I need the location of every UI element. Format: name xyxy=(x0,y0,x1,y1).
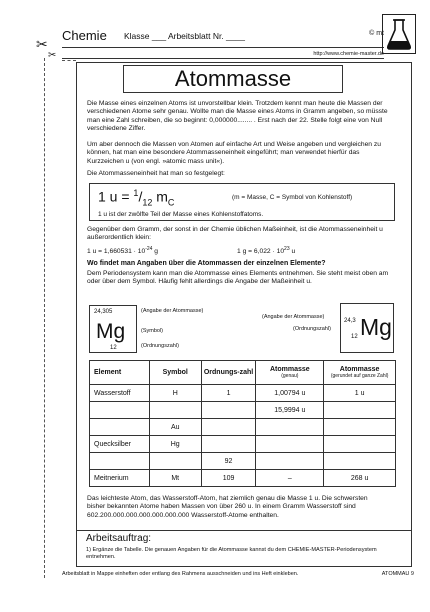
col-header: Atommasse (genau) xyxy=(256,361,324,385)
subject-label: Chemie xyxy=(62,28,107,43)
table-row: Wasserstoff H 1 1,00794 u 1 u xyxy=(90,385,396,402)
task-heading: Arbeitsauftrag: xyxy=(86,533,152,544)
scissors-icon-corner: ✂ xyxy=(48,50,57,61)
mass-label-left: (Angabe der Atommasse) xyxy=(141,308,204,314)
col-header: Element xyxy=(90,361,150,385)
intro-paragraph: Die Masse eines einzelnen Atoms ist unvorstellbar klein. Trotzdem kennt man heute die Massen der verschiedenen Atome sehr genau. Wollte man die Masse eines Atoms in Gramm angeben, so müsste man eine Zahl schreiben, die so beginnt: 0,000000........ . Erst nach der 22. Stelle folgt eine von Null verschiedene Ziffer. xyxy=(87,100,388,132)
mg-element-box-right: 24,3 Mg 12 xyxy=(340,303,394,353)
table-row: 15,9994 u xyxy=(90,402,396,419)
col-header: Symbol xyxy=(149,361,201,385)
table-row: Meitnerium Mt 109 – 268 u xyxy=(90,470,396,487)
footer-instructions: Arbeitsblatt in Mappe einheften oder entlang des Rahmens ausschneiden und ins Heft einkleben. xyxy=(62,571,299,577)
formula: 1 $u = ^1/_{12}$ $m_C$ xyxy=(98,188,175,208)
worksheet-title: Atommasse xyxy=(123,65,343,93)
conversion-equations: 1 $u = 1,660531 \cdot 10^{-24}$ g 1 $g = 6,022 \cdot 10^{23}$ u xyxy=(87,246,296,256)
header-line-bottom xyxy=(62,58,384,59)
formula-box xyxy=(89,183,395,221)
flask-icon xyxy=(382,14,416,54)
z-label-right: (Ordnungszahl) xyxy=(293,326,331,332)
formula-note: (m = Masse, C = Symbol von Kohlenstoff) xyxy=(232,194,353,201)
definition-heading: Die Atommasseneinheit hat man so festgelegt: xyxy=(87,170,225,177)
header-line xyxy=(62,47,384,48)
element-table xyxy=(89,360,396,487)
answer-paragraph: Dem Periodensystem kann man die Atommasse eines Elements entnehmen. Sie steht meist oben am oder über dem Symbol. Häufig fehlt allerdings die Angabe der Maßeinheit u. xyxy=(87,270,389,286)
website-link[interactable]: http://www.chemie-master.de xyxy=(313,51,384,57)
gram-paragraph: Gegenüber dem Gramm, der sonst in der Chemie üblichen Maßeinheit, ist die Atommasseneinheit u außerordentlich klein: xyxy=(87,226,383,242)
formula-explanation: 1 u ist der zwölfte Teil der Masse eines Kohlenstoffatoms. xyxy=(98,211,264,218)
class-sheet-fields[interactable]: Klasse ___ Arbeitsblatt Nr. ____ xyxy=(124,31,245,41)
sheet-code: ATOMMAU 9 xyxy=(381,571,414,577)
col-header: Ordnungs-zahl xyxy=(201,361,256,385)
table-row: Quecksilber Hg xyxy=(90,436,396,453)
worksheet-header xyxy=(62,28,382,60)
cut-line-horizontal xyxy=(62,60,76,61)
table-row: 92 xyxy=(90,453,396,470)
copyright: © mt xyxy=(369,30,384,37)
mg-element-box-left: 24,305 Mg 12 xyxy=(89,305,137,353)
table-row: Au xyxy=(90,419,396,436)
col-header: Atommasse (gerundet auf ganze Zahl) xyxy=(324,361,396,385)
unit-paragraph: Um aber dennoch die Massen von Atomen auf einfache Art und Weise angeben und vergleichen zu können, hat man eine besondere Atommasseneinheit eingeführt; man verwendet hierfür das Kurzzeichen u (von engl. »atomic mass unit«). xyxy=(87,141,381,165)
footer xyxy=(62,571,414,577)
closing-paragraph: Das leichteste Atom, das Wasserstoff-Atom, hat ziemlich genau die Masse 1 u. Die schwersten bisher bekannten Atome haben Massen von über 260 u. In einem Gramm Wasserstoff sind 602.200.000.000.000.000.000.000 Wasserstoff-Atome enthalten. xyxy=(87,495,368,519)
table-header-row xyxy=(90,361,396,385)
mass-label-right: (Angabe der Atommasse) xyxy=(262,314,325,320)
section-divider xyxy=(76,530,412,531)
task-item: 1) Ergänze die Tabelle. Die genauen Angaben für die Atommasse kannst du dem CHEMIE-MASTER-Periodensystem entnehmen. xyxy=(86,547,377,560)
scissors-icon-top: ✂ xyxy=(36,36,48,52)
z-label-left: (Ordnungszahl) xyxy=(141,343,179,349)
symbol-label-left: (Symbol) xyxy=(141,328,164,334)
question-heading: Wo findet man Angaben über die Atommassen der einzelnen Elemente? xyxy=(87,260,326,267)
cut-line-vertical xyxy=(44,58,45,578)
